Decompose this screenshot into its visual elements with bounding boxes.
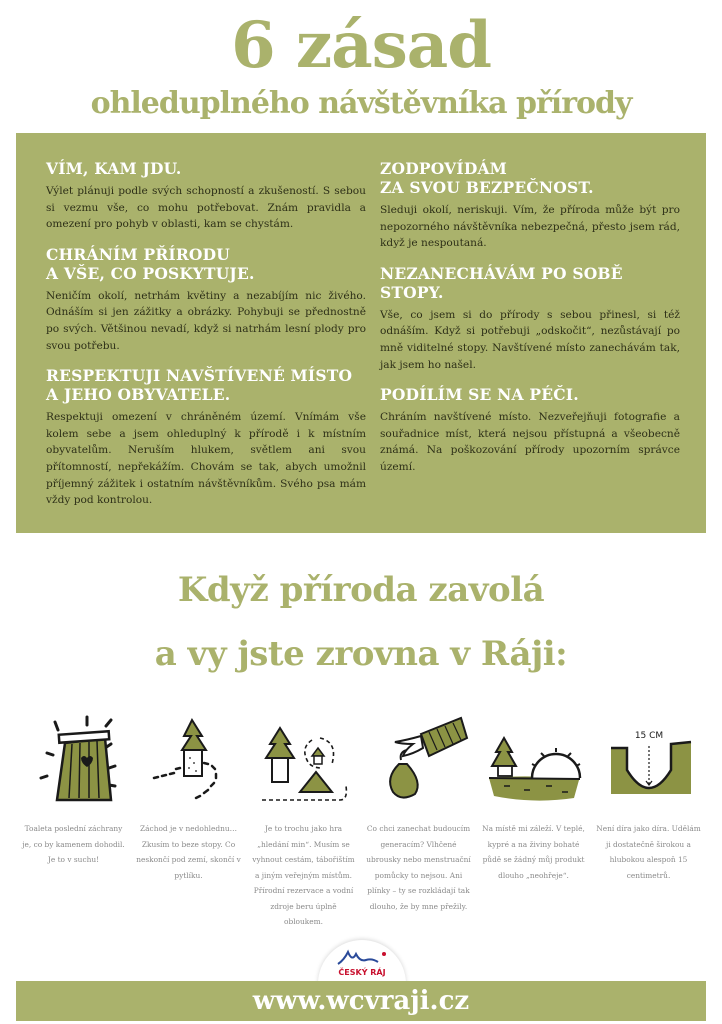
headline-line-1: Když příroda zavolá (177, 570, 545, 610)
tip-caption: Je to trochu jako hra „hledání min“. Musím se vyhnout cestám, tábořištím a jiným veřejným místům. Přírodní rezervace a vodní zdroje beru úplně obloukem. (252, 824, 355, 926)
page-subtitle: ohleduplného návštěvníka přírody (90, 86, 632, 121)
principle-item (380, 385, 680, 475)
tip-caption: Na místě mi záleží. V teplé, kypré a na živiny bohaté půdě se žádný můj produkt dlouho „neohřeje“. (482, 824, 585, 880)
principle-heading: CHRÁNÍM PŘÍRODU A VŠE, CO POSKYTUJE. (46, 244, 255, 283)
principles-left-column (46, 159, 366, 521)
tip-caption: Záchod je v nedohlednu… Zkusím to beze stopy. Co neskončí pod zemí, skončí v pytlíku. (136, 824, 241, 880)
tip-item (361, 700, 476, 914)
outhouse-icon (16, 700, 131, 815)
logo-text: ČESKÝ RÁJ (338, 968, 386, 977)
tip-item (131, 700, 246, 883)
principles-right-column (380, 159, 680, 488)
tree-sun-soil-icon (476, 700, 591, 815)
principle-text: Vše, co jsem si do přírody s sebou přinesl, si též odnáším. Když si potřebuji „odskočit“, nezůstávají po mně viditelné stopy. Navštívené místo zanechávám tak, jak jsem ho našel. (380, 308, 680, 371)
principle-text: Sleduji okolí, neriskuji. Vím, že příroda může být pro nepozorného návštěvníka nebezpečná, přesto jsem rád, když je nespoutaná. (380, 204, 680, 250)
principle-text: Chráním navštívené místo. Nezveřejňuji fotografie a souřadnice míst, která nejsou přístupná a všeobecně známá. Na poškozování přírody upozorním správce území. (380, 411, 680, 473)
headline-line-2: a vy jste zrovna v Ráji: (154, 634, 568, 674)
hand-bag-icon (361, 700, 476, 815)
principle-item (380, 159, 680, 252)
website-link[interactable]: www.wcvraji.cz (252, 986, 470, 1016)
tree-footprints-icon (131, 700, 246, 815)
hole-15cm-icon (591, 700, 706, 815)
principle-heading: ZODPOVÍDÁM ZA SVOU BEZPEČNOST. (380, 159, 594, 197)
principle-item (46, 245, 366, 354)
tip-caption: Co chci zanechat budoucím generacím? Vlhčené ubrousky nebo menstruační pomůcky to nejsou. Ani plínky – ty se rozkládají tak dlouho, že by mne přežily. (366, 824, 471, 911)
tip-item (16, 700, 131, 868)
principle-item (46, 159, 366, 233)
tip-caption: Toaleta poslední záchrany je, co by kamenem dohodil. Je to v suchu! (22, 824, 125, 864)
footer-bar (16, 981, 706, 1021)
principle-text: Neničím okolí, netrhám květiny a nezabíjím nic živého. Odnáším si jen zážitky a obrázky. Pohybuji se přednostně po svých. Většinou nevadí, když si natrhám lesní plody pro svou potřebu. (46, 289, 366, 352)
page-title: 6 zásad (231, 8, 491, 83)
tip-item (476, 700, 591, 883)
principle-item (380, 264, 680, 373)
hole-depth-label: 15 CM (634, 730, 663, 741)
tree-tent-path-icon (246, 700, 361, 815)
principle-text: Výlet plánuji podle svých schopností a zkušeností. S sebou si vezmu vše, co mohu potřebovat. Znám pravidla a omezení pro pohyb v oblasti, kam se chystám. (46, 185, 366, 231)
tip-item (591, 700, 706, 883)
principle-heading: NEZANECHÁVÁM PO SOBĚ STOPY. (380, 263, 623, 302)
principle-heading: VÍM, KAM JDU. (46, 159, 182, 178)
principles-panel (16, 133, 706, 533)
principle-heading: PODÍLÍM SE NA PÉČI. (380, 385, 579, 405)
principle-item (46, 366, 366, 509)
tip-item (246, 700, 361, 930)
principle-text: Respektuji omezení v chráněném území. Vnímám vše kolem sebe a jsem ohleduplný k přírodě i k místním obyvatelům. Neruším hlukem, světlem ani svou přítomností, nepřekážím. Chovám se tak, abych umožnil příjemný zážitek i ostatním návštěvníkům. Svého psa mám vždy pod kontrolou. (46, 411, 366, 507)
principle-heading: RESPEKTUJI NAVŠTÍVENÉ MÍSTO A JEHO OBYVATELE. (46, 366, 353, 405)
tip-caption: Není díra jako díra. Udělám ji dostatečně širokou a hlubokou alespoň 15 centimetrů. (596, 824, 701, 880)
tips-row (16, 700, 706, 930)
